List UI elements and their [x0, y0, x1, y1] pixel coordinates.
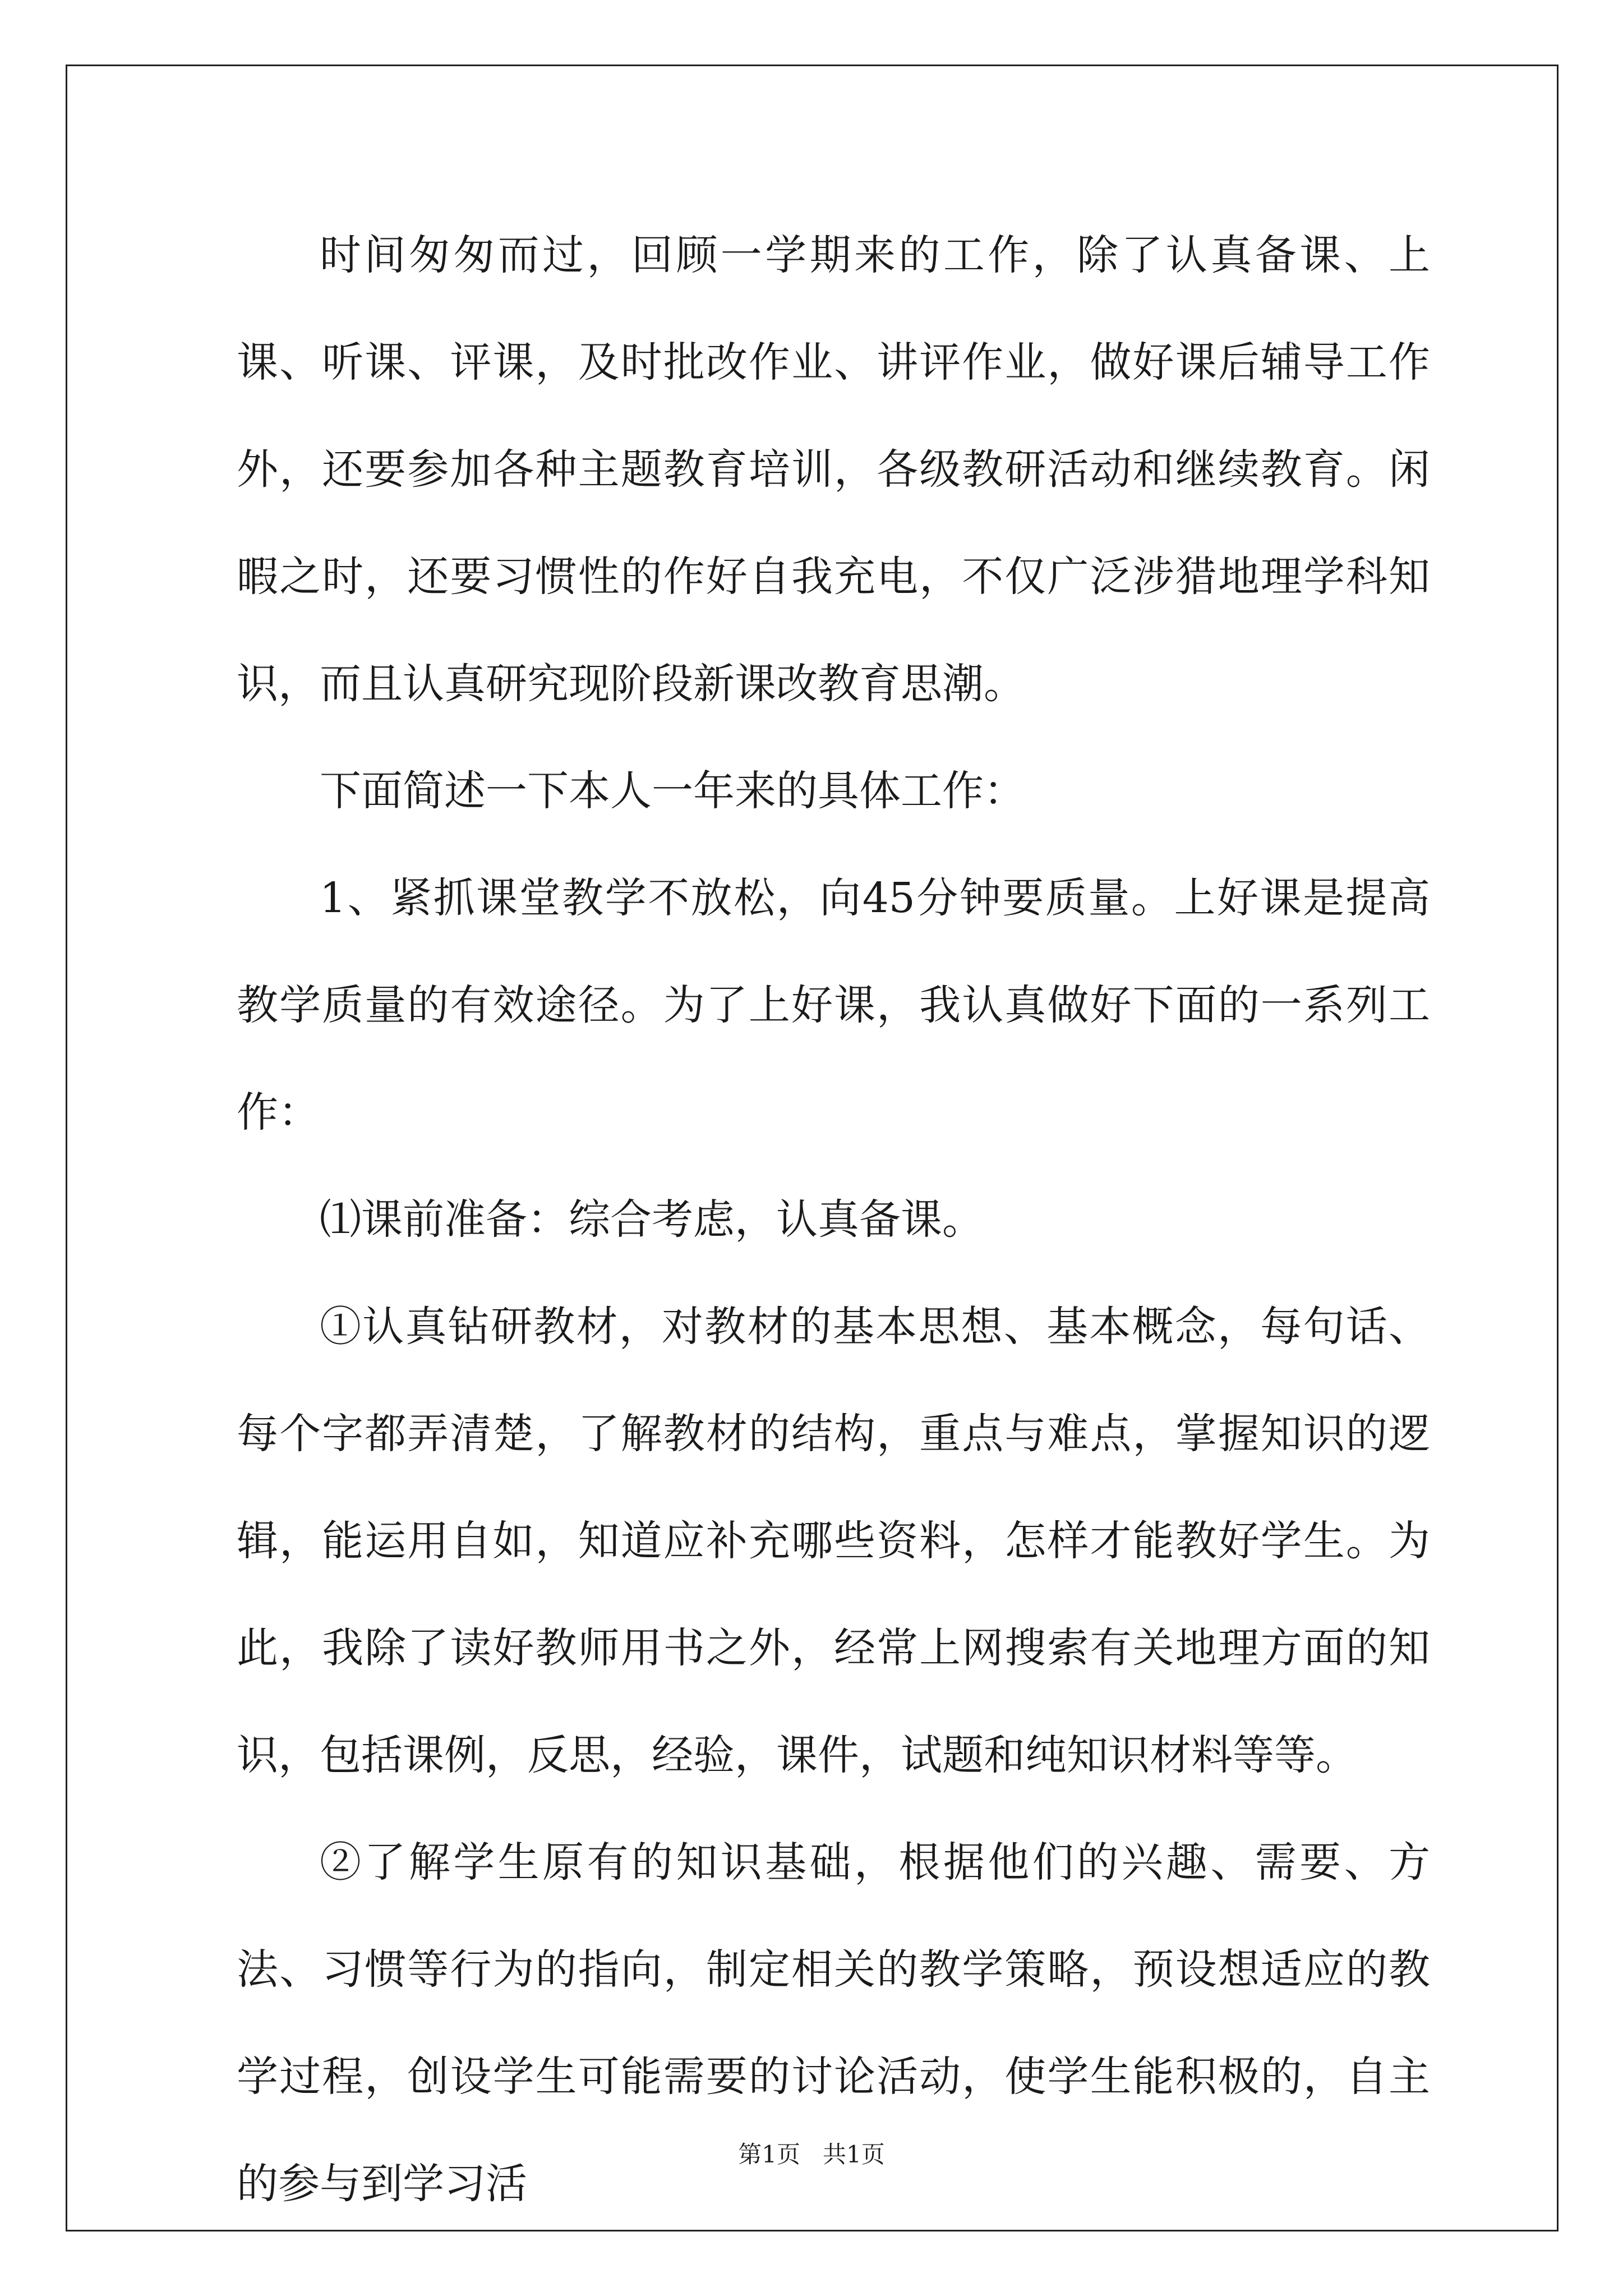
document-body [237, 202, 1430, 2238]
paragraph-item-2: ②了解学生原有的知识基础，根据他们的兴趣、需要、方法、习惯等行为的指向，制定相关的教学策略，预设想适应的教学过程，创设学生可能需要的讨论活动，使学生能积极的，自主的参与到学习活 [237, 1838, 1430, 2208]
paragraph-section-1: 1、紧抓课堂教学不放松，向45分钟要质量。上好课是提高教学质量的有效途径。为了上好课，我认真做好下面的一系列工作： [237, 874, 1430, 1137]
paragraph-subsection-1: ⑴课前准备：综合考虑，认真备课。 [320, 1195, 984, 1244]
paragraph-item-1: ①认真钻研教材，对教材的基本思想、基本概念，每句话、每个字都弄清楚，了解教材的结构，重点与难点，掌握知识的逻辑，能运用自如，知道应补充哪些资料，怎样才能教好学生。为此，我除了读好教师用书之外，经常上网搜索有关地理方面的知识，包括课例，反思，经验，课件，试题和纯知识材料等等。 [237, 1303, 1430, 1779]
page-footer: 第1页 共1页 [738, 2141, 885, 2168]
paragraph-intro: 时间匆匆而过，回顾一学期来的工作，除了认真备课、上课、听课、评课，及时批改作业、讲评作业，做好课后辅导工作外，还要参加各种主题教育培训，各级教研活动和继续教育。闲暇之时，还要习惯性的作好自我充电，不仅广泛涉猎地理学科知识，而且认真研究现阶段新课改教育思潮。 [237, 231, 1430, 708]
paragraph-overview: 下面简述一下本人一年来的具体工作： [320, 767, 1025, 815]
